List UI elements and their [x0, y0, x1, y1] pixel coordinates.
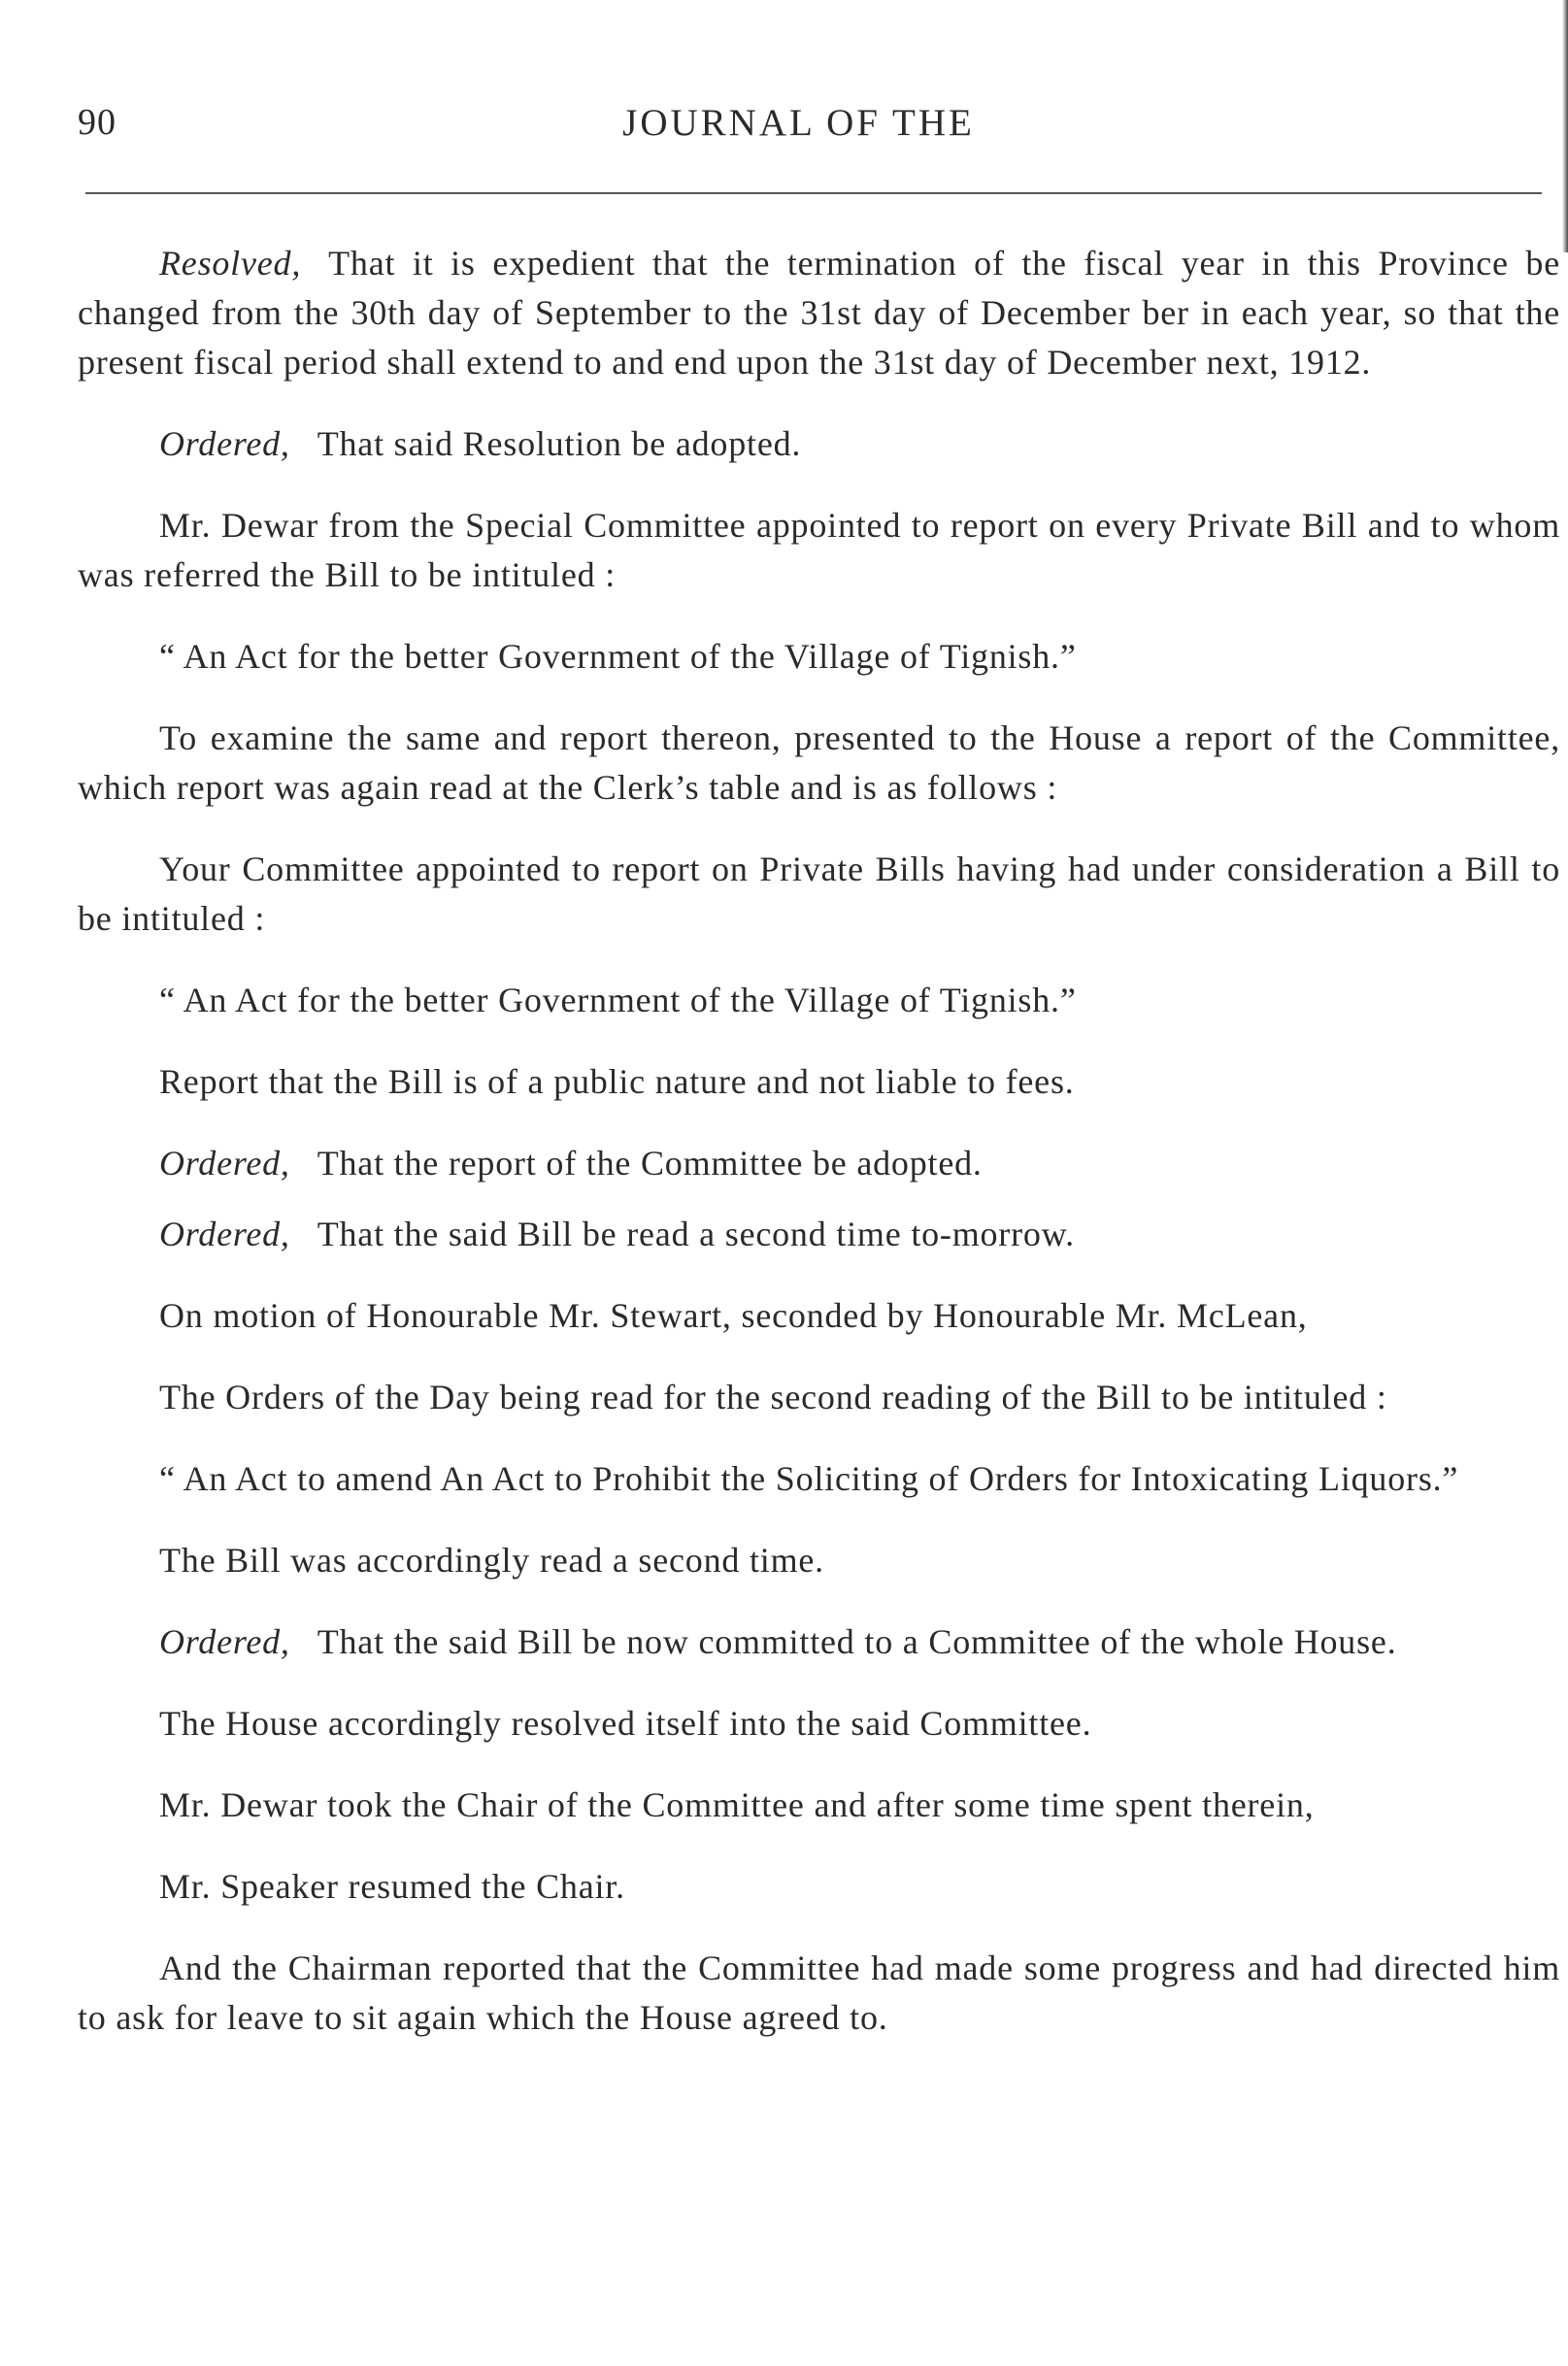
- bill-title-quote: [78, 632, 1560, 682]
- paragraph: [78, 501, 1560, 600]
- paragraph: [78, 419, 1560, 469]
- paragraph-text: Mr. Dewar took the Chair of the Committee and after some time spent therein,: [159, 1785, 1315, 1824]
- paragraph-text: The Bill was accordingly read a second time.: [159, 1541, 824, 1580]
- paragraph-text: That the report of the Committee be adopted.: [317, 1144, 983, 1183]
- paragraph-text: Report that the Bill is of a public nature and not liable to fees.: [159, 1062, 1075, 1101]
- paragraph-text: Mr. Speaker resumed the Chair.: [159, 1867, 625, 1906]
- paragraph: [78, 1373, 1560, 1422]
- paragraph: [78, 1210, 1560, 1259]
- paragraph-lead: Ordered,: [159, 1215, 290, 1253]
- bill-title-quote: [78, 976, 1560, 1025]
- paragraph: [78, 1291, 1560, 1341]
- page-number: 90: [78, 102, 117, 143]
- paragraph-text: That the said Bill be read a second time to-morrow.: [317, 1215, 1075, 1253]
- header-rule: [85, 192, 1542, 194]
- paragraph: [78, 1862, 1560, 1912]
- paragraph-text: “ An Act to amend An Act to Prohibit the Soliciting of Orders for Intoxicating Liquors.”: [159, 1459, 1459, 1498]
- paragraph-text: And the Chairman reported that the Committee had made some progress and had directed him to ask for leave to sit again which the House agreed to.: [78, 1949, 1560, 2037]
- paragraph-lead: Ordered,: [159, 1622, 290, 1661]
- journal-body: [78, 239, 1560, 2075]
- paragraph-text: That it is expedient that the termination of the fiscal year in this Province be changed from the 30th day of September to the 31st day of December ber in each year, so that the present fiscal period shall extend to and end upon the 31st day of December next, 1912.: [78, 244, 1560, 382]
- paragraph-text: Mr. Dewar from the Special Committee appointed to report on every Private Bill and to whom was referred the Bill to be intituled :: [78, 506, 1560, 594]
- paragraph-text: “ An Act for the better Government of the Village of Tignish.”: [159, 637, 1077, 676]
- paragraph-lead: Ordered,: [159, 1144, 290, 1183]
- paragraph-text: On motion of Honourable Mr. Stewart, seconded by Honourable Mr. McLean,: [159, 1296, 1308, 1335]
- paragraph-text: Your Committee appointed to report on Private Bills having had under consideration a Bill to be intituled :: [78, 850, 1560, 938]
- paragraph: [78, 1057, 1560, 1107]
- paragraph: [78, 239, 1560, 387]
- paragraph: [78, 1699, 1560, 1749]
- paragraph-text: That the said Bill be now committed to a Committee of the whole House.: [317, 1622, 1397, 1661]
- paragraph-lead: Resolved,: [159, 244, 302, 283]
- running-head: JOURNAL OF THE: [622, 102, 975, 144]
- paragraph: [78, 1536, 1560, 1585]
- paragraph: [78, 1944, 1560, 2043]
- paragraph-lead: Ordered,: [159, 424, 290, 463]
- paragraph: [78, 845, 1560, 944]
- paragraph: [78, 1781, 1560, 1830]
- bill-title-quote: [78, 1454, 1560, 1504]
- paragraph-text: The House accordingly resolved itself into the said Committee.: [159, 1704, 1092, 1743]
- paragraph-text: The Orders of the Day being read for the second reading of the Bill to be intituled :: [159, 1378, 1387, 1416]
- paragraph: [78, 714, 1560, 813]
- paragraph: [78, 1139, 1560, 1188]
- paragraph-text: To examine the same and report thereon, presented to the House a report of the Committee, which report was again read at the Clerk’s table and is as follows :: [78, 718, 1560, 807]
- paragraph: [78, 1617, 1560, 1667]
- paragraph-text: That said Resolution be adopted.: [317, 424, 802, 463]
- paragraph-text: “ An Act for the better Government of the Village of Tignish.”: [159, 981, 1077, 1019]
